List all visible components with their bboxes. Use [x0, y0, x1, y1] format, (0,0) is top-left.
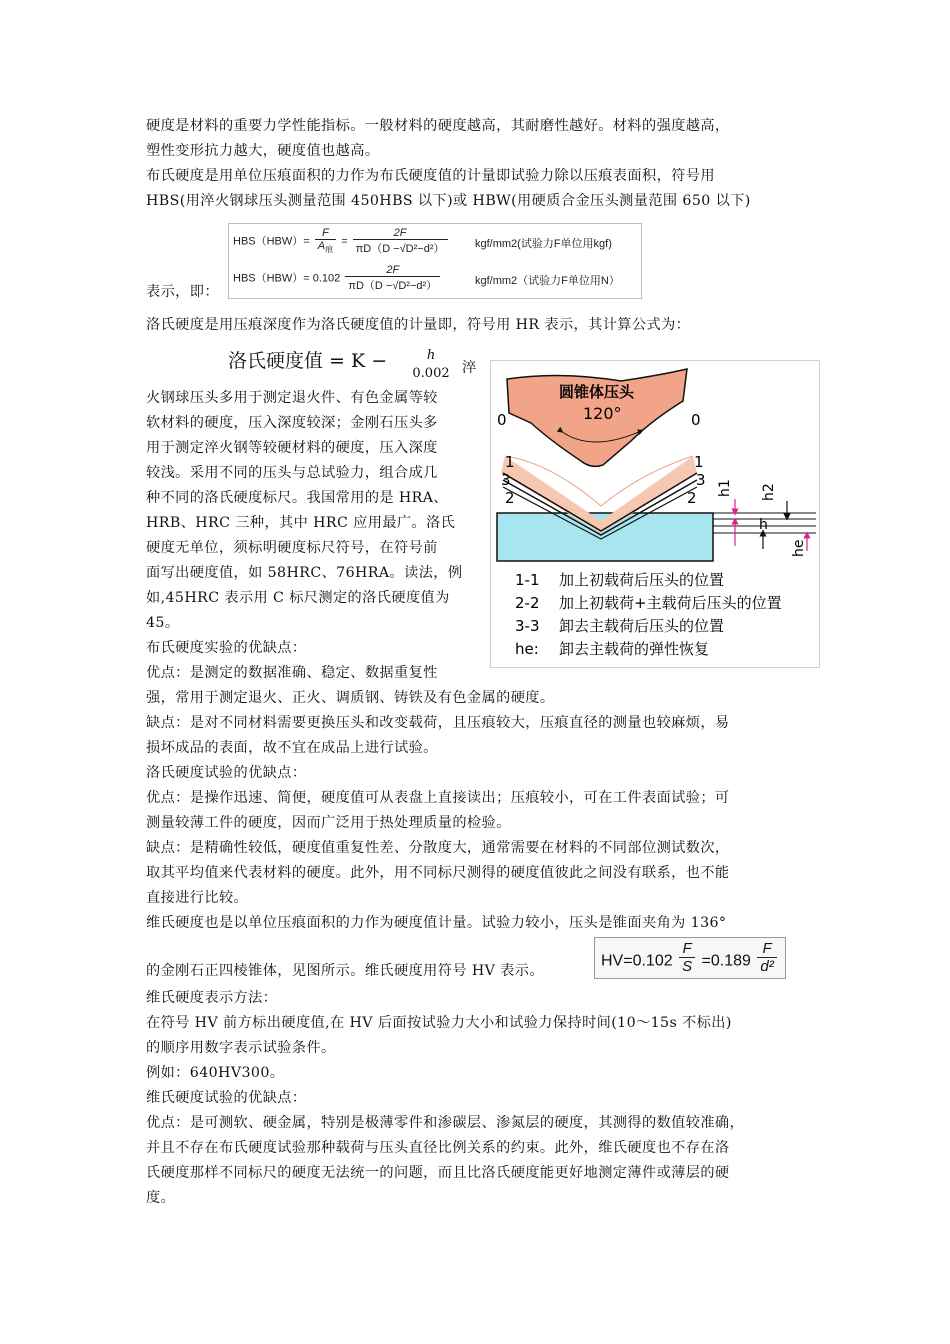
formula1-frac1-num: F: [315, 227, 336, 240]
rockwell-adv-2: 测量较薄工件的硬度，因而广泛用于热处理质量的检验。: [146, 815, 511, 831]
rockwell-intro: 洛氏硬度是用压痕深度作为洛氏硬度值的计量即，符号用 HR 表示，其计算公式为：: [146, 317, 691, 333]
brinell-adv-2: 强，常用于测定退火、正火、调质钢、铸铁及有色金属的硬度。: [146, 690, 555, 706]
brinell-formula-2: [233, 264, 442, 293]
legend-key: 3-3: [515, 617, 540, 635]
formula1-frac1-den: [315, 240, 336, 255]
formula1-frac1-den-sub: 痕: [325, 245, 334, 255]
vickers-adv-3: 氏硬度那样不同标尺的硬度无法统一的问题，而且比洛氏硬度能更好地测定薄件或薄层的硬: [146, 1165, 730, 1181]
legend-key: he:: [515, 640, 539, 658]
rockwell-pc-title: 洛氏硬度试验的优缺点：: [146, 765, 307, 781]
rockwell-para-line: 硬度无单位，须标明硬度标尺符号，在符号前: [146, 540, 438, 556]
legend-text: 卸去主载荷的弹性恢复: [559, 640, 710, 658]
formula2-unit: kgf/mm2（试验力F单位用N）: [475, 275, 620, 287]
rockwell-formula-num: h: [426, 348, 436, 363]
formula1-frac2-num: 2F: [353, 227, 448, 240]
rockwell-dis-2: 取其平均值来代表材料的硬度。此外，用不同标尺测得的硬度值彼此之间没有联系，也不能: [146, 865, 730, 881]
h2-label: h2: [761, 483, 777, 501]
brinell-prefix: 表示，即：: [146, 284, 219, 300]
hv-frac-1: [679, 940, 695, 975]
hv-lhs: HV=0.102: [601, 952, 673, 970]
formula1-lhs: HBS（HBW）=: [233, 235, 310, 248]
rockwell-para-line: HRB、HRC 三种，其中 HRC 应用最广。洛氏: [146, 515, 456, 531]
hv-mid: =0.189: [701, 952, 751, 970]
legend-text: 卸去主载荷后压头的位置: [559, 617, 725, 635]
formula1-frac2: [353, 227, 448, 256]
formula2-lhs: HBS（HBW）= 0.102: [233, 272, 341, 285]
brinell-pc-title: 布氏硬度实验的优缺点：: [146, 640, 307, 656]
intro-line-2: 塑性变形抗力越大，硬度值也越高。: [146, 143, 380, 159]
vickers-adv-1: 优点：是可测软、硬金属，特别是极薄零件和渗碳层、渗氮层的硬度，其测得的数值较准确，: [146, 1115, 745, 1131]
hv-frac-2: [757, 940, 776, 975]
rockwell-para-line: 火钢球压头多用于测定退火件、有色金属等较: [146, 390, 438, 406]
brinell-formula-box: [228, 223, 642, 299]
formula1-frac1: [315, 227, 336, 255]
vickers-adv-4: 度。: [146, 1190, 176, 1206]
vickers-line-2: 的金刚石正四棱锥体，见图所示。维氏硬度用符号 HV 表示。: [146, 963, 544, 979]
rockwell-dis-1: 缺点：是精确性较低，硬度值重复性差、分散度大，通常需要在材料的不同部位测试数次，: [146, 840, 730, 856]
h1-label: h1: [717, 479, 733, 497]
zero-left: 0: [497, 411, 507, 429]
mark-3-left: 3: [501, 471, 511, 489]
vickers-method-2: 的顺序用数字表示试验条件。: [146, 1040, 336, 1056]
brinell-line-2: HBS(用淬火钢球压头测量范围 450HBS 以下)或 HBW(用硬质合金压头测量范围 650 以下): [146, 193, 751, 209]
vickers-pc-title: 维氏硬度试验的优缺点：: [146, 1090, 307, 1106]
mark-1-left: 1: [505, 453, 515, 471]
rockwell-para-line: 45。: [146, 615, 180, 631]
vickers-method-title: 维氏硬度表示方法：: [146, 990, 278, 1006]
rockwell-diagram-svg: [491, 361, 819, 667]
vickers-method-1: 在符号 HV 前方标出硬度值,在 HV 后面按试验力大小和试验力保持时间(10～15s 不标出): [146, 1015, 732, 1031]
mark-2-right: 2: [687, 489, 697, 507]
brinell-dis-2: 损坏成品的表面，故不宜在成品上进行试验。: [146, 740, 438, 756]
brinell-dis-1: 缺点：是对不同材料需要更换压头和改变载荷，且压痕较大，压痕直径的测量也较麻烦，易: [146, 715, 730, 731]
mark-3-right: 3: [696, 471, 706, 489]
rockwell-para-line: 软材料的硬度，压入深度较深；金刚石压头多: [146, 415, 438, 431]
legend-text: 加上初载荷后压头的位置: [559, 571, 725, 589]
zero-right: 0: [691, 411, 701, 429]
vickers-formula-box: [594, 937, 786, 979]
hv-d1: S: [682, 958, 693, 975]
head-title: 圆锥体压头: [559, 383, 635, 401]
rockwell-dis-3: 直接进行比较。: [146, 890, 249, 906]
rockwell-diagram: [490, 360, 820, 668]
formula2-frac: [345, 264, 440, 293]
rockwell-formula-den: 0.002: [412, 366, 450, 381]
rockwell-after-formula: 淬: [462, 360, 477, 376]
h-label: h: [759, 517, 768, 533]
formula1-unit: kgf/mm2(试验力F单位用kgf): [475, 238, 612, 250]
rockwell-para-line: 用于测定淬火钢等较硬材料的硬度，压入深度: [146, 440, 438, 456]
he-label: he: [791, 539, 807, 557]
vickers-example: 例如：640HV300。: [146, 1065, 285, 1081]
vickers-adv-2: 并且不存在布氏硬度试验那种载荷与压头直径比例关系的约束。此外，维氏硬度也不存在洛: [146, 1140, 730, 1156]
formula1-frac1-den-a: A: [317, 240, 326, 253]
hv-d2: d²: [760, 958, 774, 975]
diagram-legend: [515, 571, 782, 658]
brinell-adv-1: 优点：是测定的数据准确、稳定、数据重复性: [146, 665, 438, 681]
formula2-frac-num: 2F: [345, 264, 440, 277]
brinell-formula-1: [233, 227, 450, 256]
legend-text: 加上初载荷+主载荷后压头的位置: [559, 594, 782, 612]
legend-key: 1-1: [515, 571, 540, 589]
brinell-line-1: 布氏硬度是用单位压痕面积的力作为布氏硬度值的计量即试验力除以压痕表面积，符号用: [146, 168, 715, 184]
formula1-eq: =: [341, 235, 348, 248]
hv-n1: F: [679, 940, 695, 958]
intro-line-1: 硬度是材料的重要力学性能指标。一般材料的硬度越高，其耐磨性越好。材料的强度越高，: [146, 118, 730, 134]
angle-label: 120°: [583, 404, 622, 423]
formula2-frac-den: πD（D −√D²−d²）: [348, 280, 438, 292]
rockwell-formula-frac: [410, 348, 452, 381]
formula1-frac2-den: πD（D −√D²−d²）: [355, 243, 445, 255]
rockwell-para-line: 较浅。采用不同的压头与总试验力，组合成几: [146, 465, 438, 481]
rockwell-formula-lhs: 洛氏硬度值 = K −: [228, 350, 388, 372]
rockwell-adv-1: 优点：是操作迅速、简便，硬度值可从表盘上直接读出；压痕较小，可在工件表面试验；可: [146, 790, 730, 806]
rockwell-para-line: 如,45HRC 表示用 C 标尺测定的洛氏硬度值为: [146, 590, 450, 606]
mark-1-right: 1: [694, 453, 704, 471]
vickers-formula: [601, 940, 779, 975]
rockwell-para-line: 面写出硬度值，如 58HRC、76HRA。读法，例: [146, 565, 463, 581]
rockwell-para-line: 种不同的洛氏硬度标尺。我国常用的是 HRA、: [146, 490, 448, 506]
legend-key: 2-2: [515, 594, 540, 612]
vickers-line-1: 维氏硬度也是以单位压痕面积的力作为硬度值计量。试验力较小，压头是锥面夹角为 136°: [146, 915, 727, 931]
mark-2-left: 2: [505, 489, 515, 507]
hv-n2: F: [757, 940, 776, 958]
